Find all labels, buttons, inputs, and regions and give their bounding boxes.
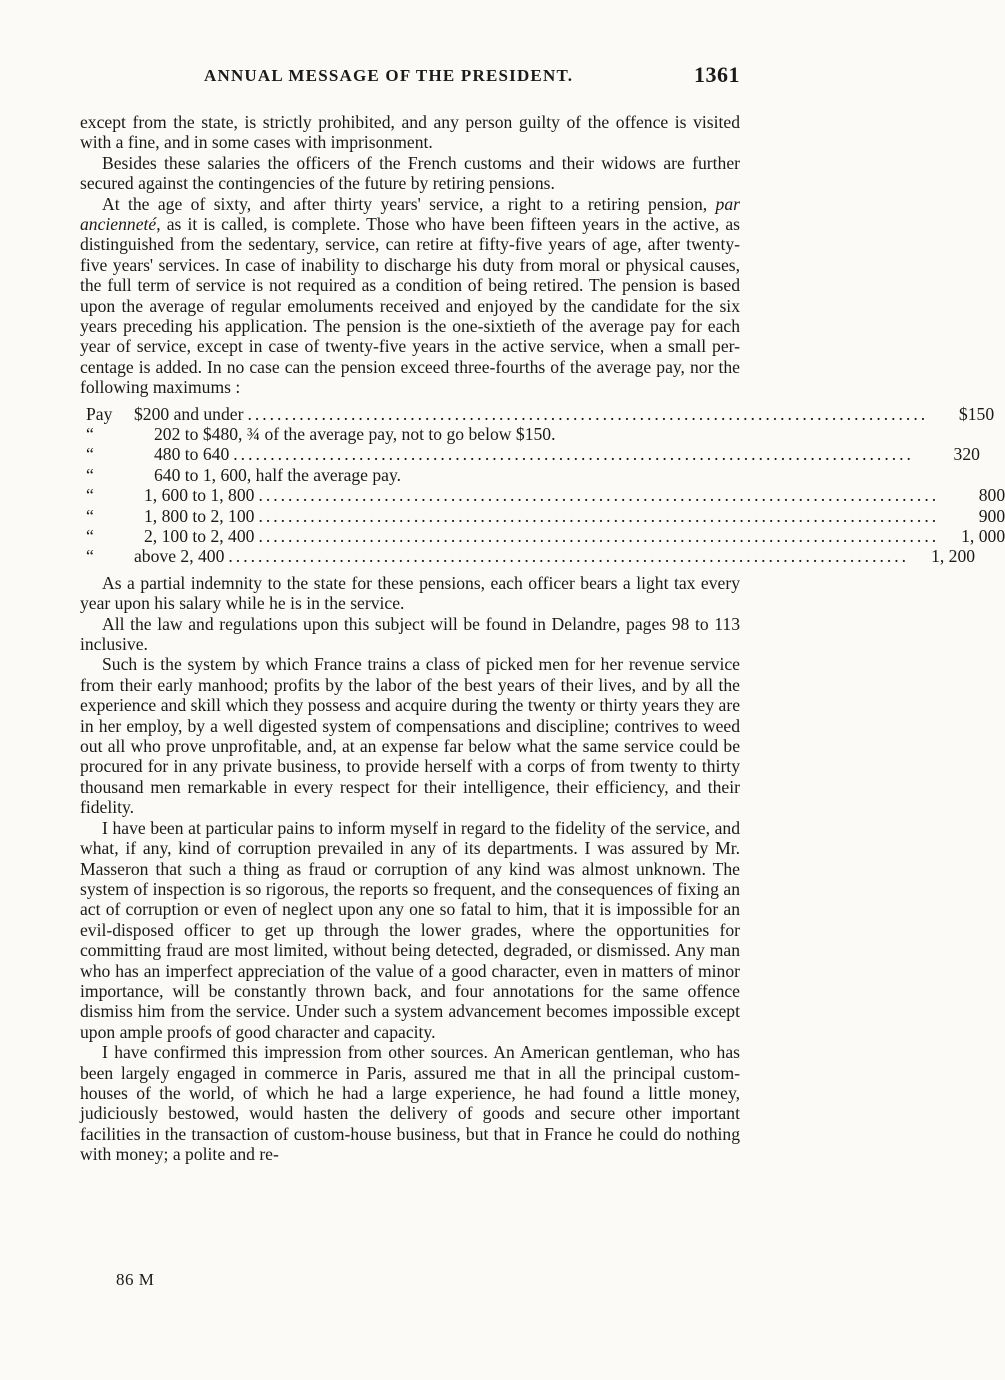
pension-table	[80, 403, 1005, 567]
row-label: “	[86, 526, 94, 547]
table-row	[80, 424, 740, 444]
row-label: Pay	[86, 403, 113, 424]
row-label: “	[86, 546, 94, 567]
page-number: 1361	[694, 62, 740, 87]
row-range: 202 to $480, ¾ of the average pay, not to go below $150.	[154, 424, 556, 445]
dot-leader: ............................................................................................	[258, 526, 940, 547]
row-range: $200 and under	[134, 403, 244, 424]
row-range: above 2, 400	[134, 546, 225, 567]
row-label: “	[86, 424, 94, 445]
paragraph: except from the state, is strictly prohibited, and any person guilty of the offence is visited with a fine, and in some cases with imprisonment.	[80, 112, 740, 153]
dot-leader: ............................................................................................	[247, 403, 929, 424]
paragraph: I have been at particular pains to inform myself in regard to the fidelity of the service, and what, if any, kind of corruption prevailed in any of its departments. I was assured by Mr. Masseron that such a thing as fraud or corruption of any kind was almost unknown. The system of inspection is so rigorous, the reports so frequent, and the consequences of fixing an act of corruption or even of neglect upon any one so fatal to him, that it is impossible for an evil-disposed officer to get up through the lower grades, where the opportunities for committing fraud are most limited, without being detected, degraded, or dismissed. Any man who has an imperfect appreciation of the value of a good character, even in matters of minor importance, will be constantly thrown back, and four annotations for the same offence dismiss him from the service. Under such a system advancement becomes impossible except upon ample proofs of good character and capacity.	[80, 817, 740, 1042]
table-row	[80, 485, 1005, 506]
paragraph: Such is the system by which France trains a class of picked men for her revenue service from their early manhood; profits by the labor of the best years of their lives, and by all the experience and skill which they possess and acquire during the twenty or thirty years they are in her employ, by a well digested system of compensations and discipline; contrives to weed out all who prove unprofitable, and, at an expense far below what the same service could be procured for in any private business, to provide herself with a corps of from twenty to thirty thousand men remarkable in every respect for their intelligence, their efficiency, and their fidelity.	[80, 654, 740, 818]
table-row	[80, 444, 980, 465]
row-amount: 800	[978, 485, 1005, 506]
row-range: 1, 800 to 2, 100	[144, 505, 255, 526]
paragraph: I have confirmed this impression from other sources. An American gentleman, who has been largely engaged in commerce in Paris, assured me that in all the principal custom-houses of the world, of which he had a large experience, he had found a little money, judiciously bestowed, would hasten the delivery of goods and secure other important facilities in the transaction of custom-house business, but that in France he could do nothing with money; a polite and re-	[80, 1042, 740, 1165]
row-range: 480 to 640	[154, 444, 230, 465]
row-amount: $150	[958, 403, 995, 424]
dot-leader: ............................................................................................	[258, 485, 940, 506]
body-text	[80, 112, 1005, 1165]
table-row	[80, 526, 1005, 547]
paragraph: At the age of sixty, and after thirty years' service, a right to a retiring pension, par ancienneté, as it is called, is complete. Those who have been fifteen years in the active, as distinguished from the sedentary, service, can retire at fifty-five years of age, after twenty-five years' services. In case of inability to discharge his duty from moral or physical causes, the full term of service is not required as a condition of being retired. The pension is based upon the average of regular emoluments received and enjoyed by the candidate for the six years preceding his application. The pension is the one-sixtieth of the average pay for each year of service, except in case of twenty-five years in the active service, when a small per-centage is added. In no case can the pension exceed three-fourths of the average pay, nor the following maximums :	[80, 193, 740, 398]
row-label: “	[86, 444, 94, 465]
paragraph: All the law and regulations upon this subject will be found in Delandre, pages 98 to 113 inclusive.	[80, 613, 740, 655]
dot-leader: ............................................................................................	[228, 546, 910, 567]
dot-leader: ............................................................................................	[233, 444, 914, 465]
dot-leader: ............................................................................................	[258, 505, 940, 526]
row-amount: 320	[953, 444, 980, 465]
row-label: “	[86, 464, 94, 485]
running-title: ANNUAL MESSAGE OF THE PRESIDENT.	[204, 66, 574, 85]
row-amount: 900	[978, 505, 1005, 526]
row-amount: 1, 000	[961, 526, 1005, 547]
row-label: “	[86, 505, 94, 526]
row-range: 640 to 1, 600, half the average pay.	[154, 464, 402, 485]
running-head	[80, 62, 740, 92]
row-range: 1, 600 to 1, 800	[144, 485, 255, 506]
paragraph: As a partial indemnity to the state for these pensions, each officer bears a light tax every year upon his salary while he is in the service.	[80, 572, 740, 614]
table-row	[80, 465, 740, 485]
row-label: “	[86, 485, 94, 506]
row-amount: 1, 200	[931, 546, 976, 567]
row-range: 2, 100 to 2, 400	[144, 526, 255, 547]
table-row	[80, 403, 995, 424]
paragraph: Besides these salaries the officers of the French customs and their widows are further secured against the contingencies of the future by retiring pensions.	[80, 152, 740, 194]
signature-mark: 86 M	[116, 1270, 155, 1289]
table-row	[80, 546, 976, 567]
table-row	[80, 505, 1005, 526]
italic-phrase: par ancienneté	[80, 193, 740, 235]
